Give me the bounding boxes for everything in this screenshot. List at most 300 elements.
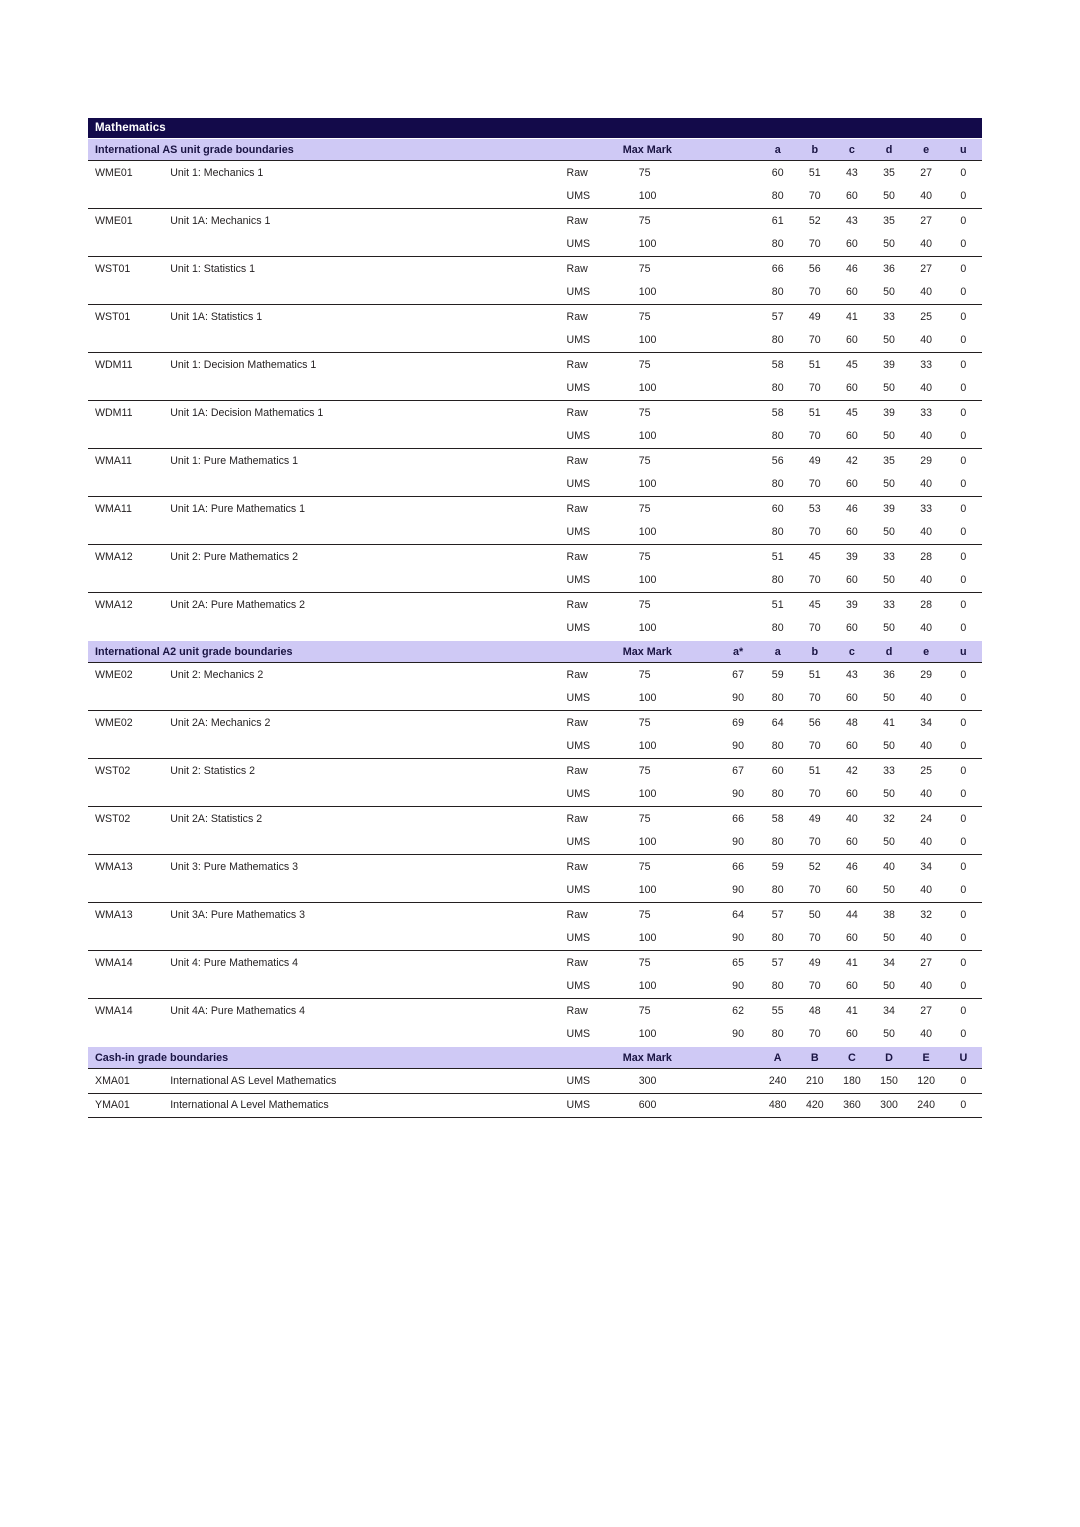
- grade-boundary-value: 0: [945, 497, 982, 521]
- grade-boundary-value: 33: [870, 593, 907, 617]
- grade-boundary-value: 32: [908, 903, 945, 927]
- grade-boundary-value: 0: [945, 711, 982, 735]
- unit-title-blank: [160, 879, 564, 903]
- unit-code: WST02: [88, 807, 160, 831]
- table-row: [88, 927, 982, 951]
- unit-code: XMA01: [88, 1069, 160, 1094]
- grade-boundary-value: 0: [960, 238, 967, 251]
- grade-boundary-value: 64: [759, 711, 796, 735]
- grade-boundary-value: 60: [846, 622, 858, 635]
- grade-boundary-value: 40: [920, 574, 933, 587]
- grade-boundary-value: 50: [883, 334, 895, 347]
- grade-boundary-value: 40: [870, 855, 907, 879]
- max-mark-value: 100: [638, 932, 657, 945]
- grade-boundary-value: 57: [759, 951, 796, 975]
- grade-boundary-value: 0: [960, 740, 967, 753]
- max-mark-value: 100: [638, 980, 657, 993]
- mark-type: UMS: [566, 788, 591, 801]
- table-row: [88, 401, 982, 425]
- grade-boundary-value: 80: [771, 692, 784, 705]
- grade-boundary-value: 51: [759, 593, 796, 617]
- grade-boundary-value: 0: [945, 257, 982, 281]
- table-row: [88, 425, 982, 449]
- grade-boundary-value: 70: [808, 526, 821, 539]
- grade-boundary-value: 39: [870, 353, 907, 377]
- max-mark-value: 300: [617, 1069, 717, 1094]
- unit-title: International AS Level Mathematics: [160, 1069, 564, 1094]
- grade-boundary-value: [717, 377, 759, 401]
- max-mark-value: 75: [617, 401, 717, 425]
- mark-type: UMS: [566, 932, 591, 945]
- grade-boundary-value: 70: [808, 1028, 821, 1041]
- grade-boundary-value: [717, 569, 759, 593]
- grade-boundary-value: 50: [883, 692, 895, 705]
- max-mark-header: Max Mark: [617, 641, 717, 663]
- unit-title-blank: [160, 569, 564, 593]
- unit-title: Unit 4: Pure Mathematics 4: [160, 951, 564, 975]
- grade-boundary-value: 57: [759, 305, 796, 329]
- grade-boundary-value: 0: [945, 1093, 982, 1118]
- unit-title: International A Level Mathematics: [160, 1093, 564, 1118]
- mark-type: Raw: [565, 545, 617, 569]
- grade-boundary-value: 33: [908, 401, 945, 425]
- grade-boundary-value: 33: [870, 759, 907, 783]
- grade-boundary-value: 50: [883, 430, 895, 443]
- max-mark-value: 100: [638, 334, 657, 347]
- grade-boundary-value: 70: [808, 788, 821, 801]
- max-mark-value: 100: [638, 740, 657, 753]
- grade-boundary-value: [717, 521, 759, 545]
- grade-boundary-value: 70: [808, 740, 821, 753]
- unit-code: WDM11: [88, 353, 160, 377]
- grade-boundary-value: [717, 425, 759, 449]
- grade-boundary-value: 38: [870, 903, 907, 927]
- grade-boundary-value: 51: [796, 759, 833, 783]
- table-row: [88, 233, 982, 257]
- grade-boundary-value: 28: [908, 593, 945, 617]
- table-row: [88, 807, 982, 831]
- mark-type: Raw: [565, 903, 617, 927]
- grade-boundary-value: 80: [771, 334, 784, 347]
- grade-boundary-value: 27: [908, 951, 945, 975]
- grade-boundary-value: 60: [846, 574, 858, 587]
- grade-boundary-value: 39: [870, 401, 907, 425]
- grade-boundary-value: [717, 545, 759, 569]
- grade-boundary-value: 70: [808, 430, 821, 443]
- grade-boundary-value: 0: [945, 903, 982, 927]
- grade-boundary-value: 36: [870, 663, 907, 687]
- grade-boundary-value: 41: [833, 999, 870, 1023]
- grade-header: e: [908, 641, 945, 663]
- grade-boundary-value: 80: [771, 430, 784, 443]
- mark-type: Raw: [565, 759, 617, 783]
- mark-type: UMS: [565, 1093, 617, 1118]
- grade-boundary-value: 39: [833, 593, 870, 617]
- mark-type: Raw: [565, 305, 617, 329]
- max-mark-value: 75: [617, 903, 717, 927]
- grade-header: a: [759, 641, 796, 663]
- unit-code-blank: [88, 569, 160, 593]
- section-header-label: International AS unit grade boundaries: [88, 139, 617, 161]
- unit-code-blank: [88, 281, 160, 305]
- max-mark-value: 100: [638, 382, 657, 395]
- max-mark-value: 100: [638, 622, 657, 635]
- grade-boundary-value: 60: [846, 740, 858, 753]
- grade-boundary-value: 27: [908, 161, 945, 185]
- unit-code: WST01: [88, 305, 160, 329]
- grade-boundary-value: 40: [920, 740, 933, 753]
- table-row: [88, 185, 982, 209]
- grade-boundary-value: 45: [833, 353, 870, 377]
- grade-boundary-value: 120: [908, 1069, 945, 1094]
- unit-title-blank: [160, 1023, 564, 1047]
- mark-type: UMS: [566, 334, 591, 347]
- max-mark-header: Max Mark: [617, 1047, 717, 1069]
- grade-header: c: [833, 641, 870, 663]
- grade-boundary-value: 60: [846, 1028, 858, 1041]
- unit-title: Unit 2: Mechanics 2: [160, 663, 564, 687]
- table-row: [88, 783, 982, 807]
- unit-code-blank: [88, 735, 160, 759]
- unit-code: WST01: [88, 257, 160, 281]
- grade-boundary-value: 50: [883, 1028, 895, 1041]
- mark-type: Raw: [565, 353, 617, 377]
- max-mark-value: 100: [638, 526, 657, 539]
- grade-boundary-value: 40: [833, 807, 870, 831]
- grade-boundary-value: [717, 497, 759, 521]
- grade-boundary-value: 0: [945, 759, 982, 783]
- grade-boundary-value: 53: [796, 497, 833, 521]
- mark-type: UMS: [566, 238, 591, 251]
- grade-boundary-value: 59: [759, 855, 796, 879]
- grade-boundary-value: 62: [717, 999, 759, 1023]
- unit-title-blank: [160, 521, 564, 545]
- grade-boundary-value: 41: [833, 951, 870, 975]
- grade-boundary-value: 0: [945, 305, 982, 329]
- grade-boundary-value: 28: [908, 545, 945, 569]
- grade-boundary-value: 50: [883, 574, 895, 587]
- grade-boundary-value: 40: [920, 238, 933, 251]
- grade-boundary-value: 420: [796, 1093, 833, 1118]
- unit-code-blank: [88, 425, 160, 449]
- unit-code: WMA11: [88, 497, 160, 521]
- grade-boundary-value: 25: [908, 759, 945, 783]
- grade-boundary-value: 180: [833, 1069, 870, 1094]
- section-header-label: International A2 unit grade boundaries: [88, 641, 617, 663]
- unit-title: Unit 4A: Pure Mathematics 4: [160, 999, 564, 1023]
- mark-type: UMS: [566, 190, 591, 203]
- unit-title: Unit 2A: Statistics 2: [160, 807, 564, 831]
- grade-boundary-value: 90: [732, 884, 744, 897]
- max-mark-value: 100: [638, 1028, 657, 1041]
- grade-boundary-value: 51: [759, 545, 796, 569]
- grade-boundary-value: 45: [833, 401, 870, 425]
- grade-boundary-value: 0: [945, 545, 982, 569]
- max-mark-value: 75: [617, 663, 717, 687]
- unit-code: WMA12: [88, 593, 160, 617]
- grade-boundary-value: 39: [870, 497, 907, 521]
- max-mark-value: 75: [617, 161, 717, 185]
- grade-boundary-value: 80: [771, 286, 784, 299]
- subject-title-row: [88, 118, 982, 139]
- grade-boundary-value: 49: [796, 951, 833, 975]
- unit-code-blank: [88, 329, 160, 353]
- grade-boundary-value: 36: [870, 257, 907, 281]
- grade-boundary-value: 39: [833, 545, 870, 569]
- grade-boundary-value: 0: [960, 622, 967, 635]
- table-row: [88, 569, 982, 593]
- mark-type: UMS: [566, 1028, 591, 1041]
- grade-boundary-value: 60: [846, 382, 858, 395]
- grade-boundary-value: 59: [759, 663, 796, 687]
- max-mark-value: 75: [617, 951, 717, 975]
- grade-boundary-value: [717, 593, 759, 617]
- grade-boundary-value: 70: [808, 692, 821, 705]
- grade-boundary-value: 0: [960, 574, 967, 587]
- grade-boundary-value: 0: [945, 161, 982, 185]
- grade-boundary-value: 56: [796, 711, 833, 735]
- grade-boundary-value: 51: [796, 663, 833, 687]
- grade-boundary-value: 0: [945, 593, 982, 617]
- grade-boundary-value: 40: [920, 622, 933, 635]
- grade-boundary-value: 40: [920, 692, 933, 705]
- max-mark-value: 75: [617, 711, 717, 735]
- grade-boundary-value: 0: [960, 884, 967, 897]
- max-mark-value: 100: [638, 884, 657, 897]
- table-row: [88, 377, 982, 401]
- grade-boundary-value: [717, 209, 759, 233]
- grade-boundary-value: 80: [771, 1028, 784, 1041]
- grade-boundary-value: 0: [960, 526, 967, 539]
- grade-boundary-value: 58: [759, 353, 796, 377]
- grade-boundary-value: 240: [759, 1069, 796, 1094]
- grade-boundary-value: [717, 1093, 759, 1118]
- grade-boundary-value: 51: [796, 401, 833, 425]
- grade-header: U: [945, 1047, 982, 1069]
- grade-boundary-value: 48: [833, 711, 870, 735]
- unit-title-blank: [160, 735, 564, 759]
- mark-type: Raw: [565, 161, 617, 185]
- unit-code-blank: [88, 473, 160, 497]
- mark-type: Raw: [565, 449, 617, 473]
- grade-boundary-value: 40: [920, 526, 933, 539]
- mark-type: UMS: [566, 526, 591, 539]
- unit-code: WDM11: [88, 401, 160, 425]
- table-row: [88, 593, 982, 617]
- grade-boundary-value: 27: [908, 209, 945, 233]
- grade-boundary-value: 35: [870, 161, 907, 185]
- unit-code: WST02: [88, 759, 160, 783]
- mark-type: Raw: [565, 401, 617, 425]
- mark-type: Raw: [565, 593, 617, 617]
- table-row: [88, 663, 982, 687]
- grade-boundary-value: 60: [846, 884, 858, 897]
- grade-boundary-value: 50: [796, 903, 833, 927]
- grade-boundary-value: 0: [960, 190, 967, 203]
- grade-boundary-value: 60: [759, 759, 796, 783]
- grade-boundary-value: 40: [920, 884, 933, 897]
- unit-title: Unit 2: Pure Mathematics 2: [160, 545, 564, 569]
- table-row: [88, 521, 982, 545]
- grade-boundary-value: 60: [846, 526, 858, 539]
- grade-boundary-value: 52: [796, 855, 833, 879]
- grade-boundary-value: 34: [908, 855, 945, 879]
- unit-title: Unit 3: Pure Mathematics 3: [160, 855, 564, 879]
- mark-type: Raw: [565, 951, 617, 975]
- grade-boundary-value: 60: [846, 238, 858, 251]
- unit-code-blank: [88, 687, 160, 711]
- grade-boundary-value: 64: [717, 903, 759, 927]
- max-mark-value: 100: [638, 692, 657, 705]
- table-row: [88, 999, 982, 1023]
- grade-boundary-value: 0: [960, 430, 967, 443]
- grade-boundary-value: 40: [920, 788, 933, 801]
- grade-boundary-value: 80: [771, 478, 784, 491]
- table-row: [88, 1093, 982, 1118]
- section-header-row: [88, 641, 982, 663]
- grade-boundary-value: 0: [945, 663, 982, 687]
- grade-boundary-value: 50: [883, 740, 895, 753]
- grade-boundary-value: [717, 473, 759, 497]
- table-row: [88, 617, 982, 641]
- mark-type: UMS: [566, 478, 591, 491]
- grade-boundary-value: 67: [717, 663, 759, 687]
- grade-boundary-value: 29: [908, 663, 945, 687]
- grade-boundary-value: 40: [920, 286, 933, 299]
- grade-boundary-value: 60: [846, 430, 858, 443]
- grade-boundary-value: 35: [870, 449, 907, 473]
- unit-code: WMA14: [88, 999, 160, 1023]
- unit-code: WMA13: [88, 903, 160, 927]
- grade-boundary-value: 27: [908, 999, 945, 1023]
- grade-boundary-value: 57: [759, 903, 796, 927]
- unit-title-blank: [160, 425, 564, 449]
- max-mark-value: 75: [617, 497, 717, 521]
- table-row: [88, 257, 982, 281]
- grade-header: E: [908, 1047, 945, 1069]
- grade-header: [717, 1047, 759, 1069]
- mark-type: Raw: [565, 855, 617, 879]
- grade-boundary-value: [717, 233, 759, 257]
- unit-code: WME01: [88, 209, 160, 233]
- grade-boundary-value: 66: [717, 855, 759, 879]
- grade-boundary-value: 80: [771, 740, 784, 753]
- max-mark-value: 75: [617, 759, 717, 783]
- grade-boundary-value: 43: [833, 663, 870, 687]
- grade-boundary-value: 80: [771, 382, 784, 395]
- unit-title-blank: [160, 233, 564, 257]
- grade-boundary-value: 80: [771, 238, 784, 251]
- table-row: [88, 1023, 982, 1047]
- mark-type: UMS: [566, 286, 591, 299]
- grade-boundary-value: 0: [945, 999, 982, 1023]
- grade-boundary-value: 66: [717, 807, 759, 831]
- table-row: [88, 497, 982, 521]
- table-row: [88, 161, 982, 185]
- grade-boundary-value: 150: [870, 1069, 907, 1094]
- grade-boundary-value: 41: [870, 711, 907, 735]
- grade-boundary-value: 360: [833, 1093, 870, 1118]
- grade-boundary-value: 40: [920, 430, 933, 443]
- grade-boundary-value: 90: [732, 932, 744, 945]
- unit-title: Unit 1A: Pure Mathematics 1: [160, 497, 564, 521]
- grade-boundary-value: 56: [759, 449, 796, 473]
- grade-boundary-value: 60: [846, 286, 858, 299]
- max-mark-value: 100: [638, 788, 657, 801]
- max-mark-value: 100: [638, 238, 657, 251]
- grade-boundary-value: 40: [920, 382, 933, 395]
- grade-boundary-value: 43: [833, 209, 870, 233]
- unit-code-blank: [88, 783, 160, 807]
- grade-boundary-value: 44: [833, 903, 870, 927]
- grade-boundary-value: 60: [846, 980, 858, 993]
- grade-header: D: [870, 1047, 907, 1069]
- max-mark-value: 75: [617, 807, 717, 831]
- unit-code: WME02: [88, 663, 160, 687]
- table-row: [88, 759, 982, 783]
- grade-boundaries-page: [88, 118, 982, 1118]
- grade-boundary-value: 80: [771, 190, 784, 203]
- max-mark-value: 75: [617, 257, 717, 281]
- unit-title: Unit 1A: Statistics 1: [160, 305, 564, 329]
- table-row: [88, 281, 982, 305]
- unit-title-blank: [160, 329, 564, 353]
- mark-type: Raw: [565, 209, 617, 233]
- grade-boundary-value: 41: [833, 305, 870, 329]
- grade-boundary-value: 70: [808, 574, 821, 587]
- grade-header: b: [796, 139, 833, 161]
- grade-boundary-value: [717, 329, 759, 353]
- table-row: [88, 951, 982, 975]
- grade-boundary-value: 0: [960, 932, 967, 945]
- grade-boundary-value: 210: [796, 1069, 833, 1094]
- grade-boundary-value: 49: [796, 807, 833, 831]
- grade-boundary-value: 48: [796, 999, 833, 1023]
- table-row: [88, 975, 982, 999]
- unit-code: WMA13: [88, 855, 160, 879]
- unit-title-blank: [160, 185, 564, 209]
- table-row: [88, 329, 982, 353]
- grade-boundary-value: 58: [759, 807, 796, 831]
- unit-code: WME02: [88, 711, 160, 735]
- grade-boundary-value: 0: [945, 209, 982, 233]
- grade-boundary-value: 40: [920, 980, 933, 993]
- grade-boundary-value: 50: [883, 382, 895, 395]
- grade-boundary-value: 34: [870, 951, 907, 975]
- grade-boundary-value: 0: [960, 382, 967, 395]
- unit-code-blank: [88, 521, 160, 545]
- mark-type: UMS: [566, 740, 591, 753]
- grade-header: u: [945, 641, 982, 663]
- grade-boundary-value: 90: [732, 788, 744, 801]
- mark-type: UMS: [566, 980, 591, 993]
- unit-title: Unit 2A: Pure Mathematics 2: [160, 593, 564, 617]
- grade-boundary-value: 90: [732, 1028, 744, 1041]
- grade-boundary-value: 50: [883, 932, 895, 945]
- grade-boundary-value: [717, 1069, 759, 1094]
- unit-code-blank: [88, 617, 160, 641]
- subject-title: Mathematics: [88, 118, 982, 139]
- mark-type: UMS: [566, 692, 591, 705]
- grade-header: c: [833, 139, 870, 161]
- mark-type: UMS: [566, 430, 591, 443]
- unit-title: Unit 1A: Decision Mathematics 1: [160, 401, 564, 425]
- grade-boundary-value: [717, 305, 759, 329]
- unit-title-blank: [160, 617, 564, 641]
- unit-title: Unit 2: Statistics 2: [160, 759, 564, 783]
- grade-boundary-value: 70: [808, 238, 821, 251]
- max-mark-value: 75: [617, 209, 717, 233]
